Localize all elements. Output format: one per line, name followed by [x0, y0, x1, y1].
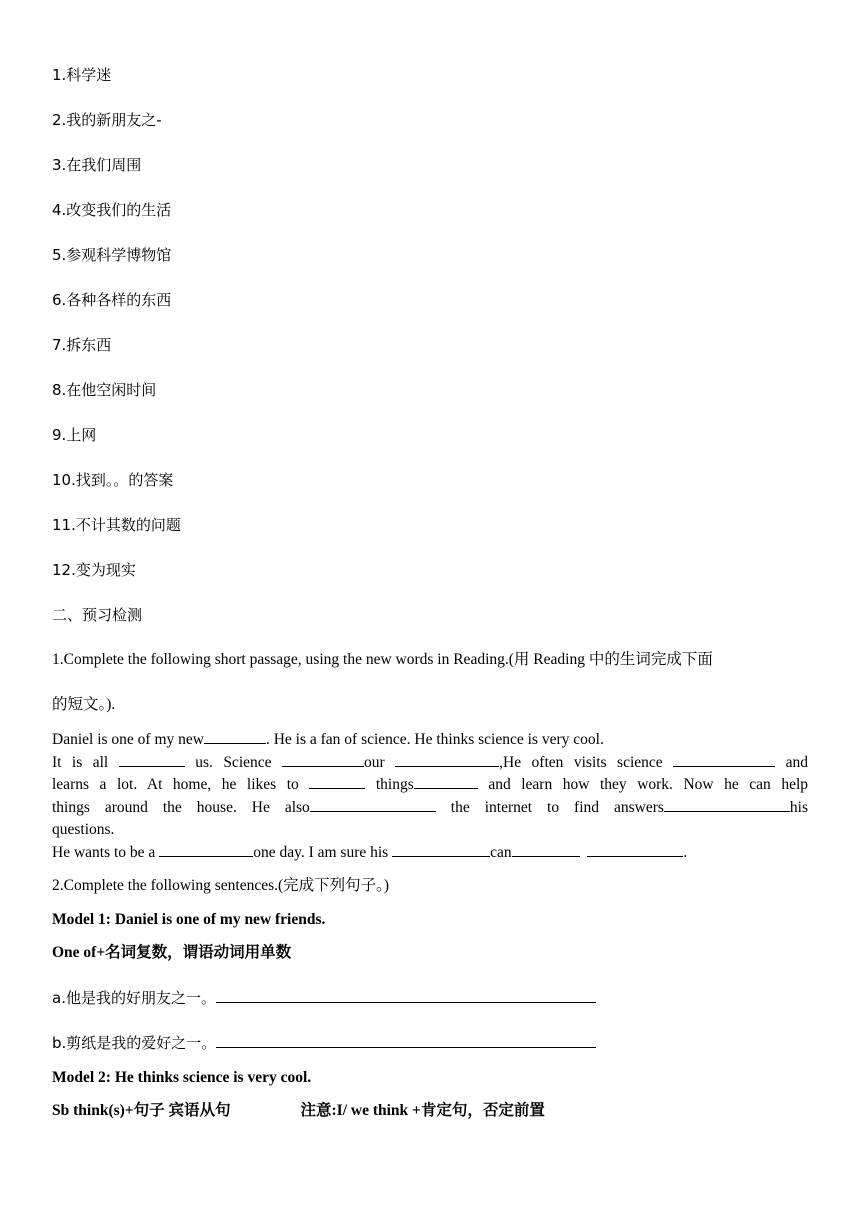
- passage-text: It is all: [52, 753, 109, 771]
- phrase-item: 6.各种各样的东西: [52, 291, 172, 309]
- fill-in-passage: [52, 729, 808, 864]
- grammar-rule-2-note: 注意:I/ we think +肯定句，否定前置: [300, 1102, 545, 1119]
- answer-blank[interactable]: [673, 752, 775, 767]
- answer-blank[interactable]: [282, 752, 364, 767]
- answer-blank[interactable]: [119, 752, 185, 767]
- exercise-b: [52, 1033, 596, 1054]
- passage-text: us. Science: [195, 753, 272, 771]
- passage-text: his: [789, 798, 809, 816]
- passage-text: things around the house. He also: [52, 798, 310, 816]
- passage-line-2: [52, 752, 808, 775]
- answer-blank[interactable]: [392, 842, 490, 857]
- task2-instruction: 2.Complete the following sentences.(完成下列句子。): [52, 877, 390, 894]
- answer-blank[interactable]: [310, 797, 436, 812]
- grammar-rule-2: [52, 1101, 545, 1121]
- passage-line-3: [52, 774, 808, 797]
- passage-text: things: [375, 776, 414, 793]
- answer-blank[interactable]: [395, 752, 499, 767]
- answer-blank[interactable]: [512, 842, 580, 857]
- passage-text: one day. I am sure his: [253, 843, 389, 861]
- phrase-item: 12.变为现实: [52, 561, 136, 579]
- passage-text: He wants to be a: [52, 843, 156, 861]
- passage-text: and: [785, 753, 808, 771]
- phrase-item: 10.找到。。的答案: [52, 471, 174, 489]
- phrase-item: 1.科学迷: [52, 66, 112, 84]
- answer-blank[interactable]: [309, 774, 365, 789]
- passage-text: and learn how they work. Now he can help: [488, 776, 809, 793]
- passage-text: the internet to find answers: [450, 798, 664, 816]
- phrase-item: 7.拆东西: [52, 336, 112, 354]
- phrase-item: 2.我的新朋友之-: [52, 111, 162, 129]
- answer-blank[interactable]: [414, 774, 478, 789]
- exercise-b-prompt: b.剪纸是我的爱好之一。: [52, 1034, 217, 1052]
- passage-line-6: [52, 842, 808, 865]
- phrase-item: 8.在他空闲时间: [52, 381, 157, 399]
- passage-text: ,He often visits science: [499, 753, 663, 771]
- passage-line-4: [52, 797, 808, 820]
- passage-text: can: [490, 843, 512, 861]
- exercise-b-answer-line[interactable]: [216, 1033, 596, 1048]
- passage-text: . He is a fan of science. He thinks science is very cool.: [265, 731, 604, 748]
- model1-sentence: Model 1: Daniel is one of my new friends.: [52, 911, 326, 928]
- answer-blank[interactable]: [204, 729, 266, 744]
- passage-text: our: [363, 753, 385, 771]
- passage-text: learns a lot. At home, he likes to: [52, 776, 299, 793]
- passage-text: .: [683, 843, 688, 861]
- section-heading: 二、预习检测: [52, 606, 143, 624]
- phrase-item: 4.改变我们的生活: [52, 201, 172, 219]
- phrase-item: 3.在我们周围: [52, 156, 142, 174]
- phrase-item: 5.参观科学博物馆: [52, 246, 172, 264]
- passage-text: Daniel is one of my new: [52, 731, 204, 748]
- answer-blank[interactable]: [159, 842, 253, 857]
- exercise-a-prompt: a.他是我的好朋友之一。: [52, 989, 216, 1007]
- answer-blank[interactable]: [664, 797, 790, 812]
- model2-sentence: Model 2: He thinks science is very cool.: [52, 1069, 312, 1086]
- task1-instruction-line2: 的短文。).: [52, 696, 116, 713]
- exercise-a-answer-line[interactable]: [216, 988, 596, 1003]
- task1-instruction-line1: 1.Complete the following short passage, using the new words in Reading.(用 Reading 中的生词完成下面: [52, 651, 713, 668]
- exercise-a: [52, 988, 596, 1009]
- phrase-item: 9.上网: [52, 426, 97, 444]
- answer-blank[interactable]: [587, 842, 683, 857]
- grammar-rule-1: One of+名词复数，谓语动词用单数: [52, 944, 292, 961]
- grammar-rule-2-left: Sb think(s)+句子 宾语从句: [52, 1102, 231, 1119]
- phrase-item: 11.不计其数的问题: [52, 516, 181, 534]
- passage-line-5: questions.: [52, 821, 115, 838]
- passage-line-1: [52, 729, 808, 752]
